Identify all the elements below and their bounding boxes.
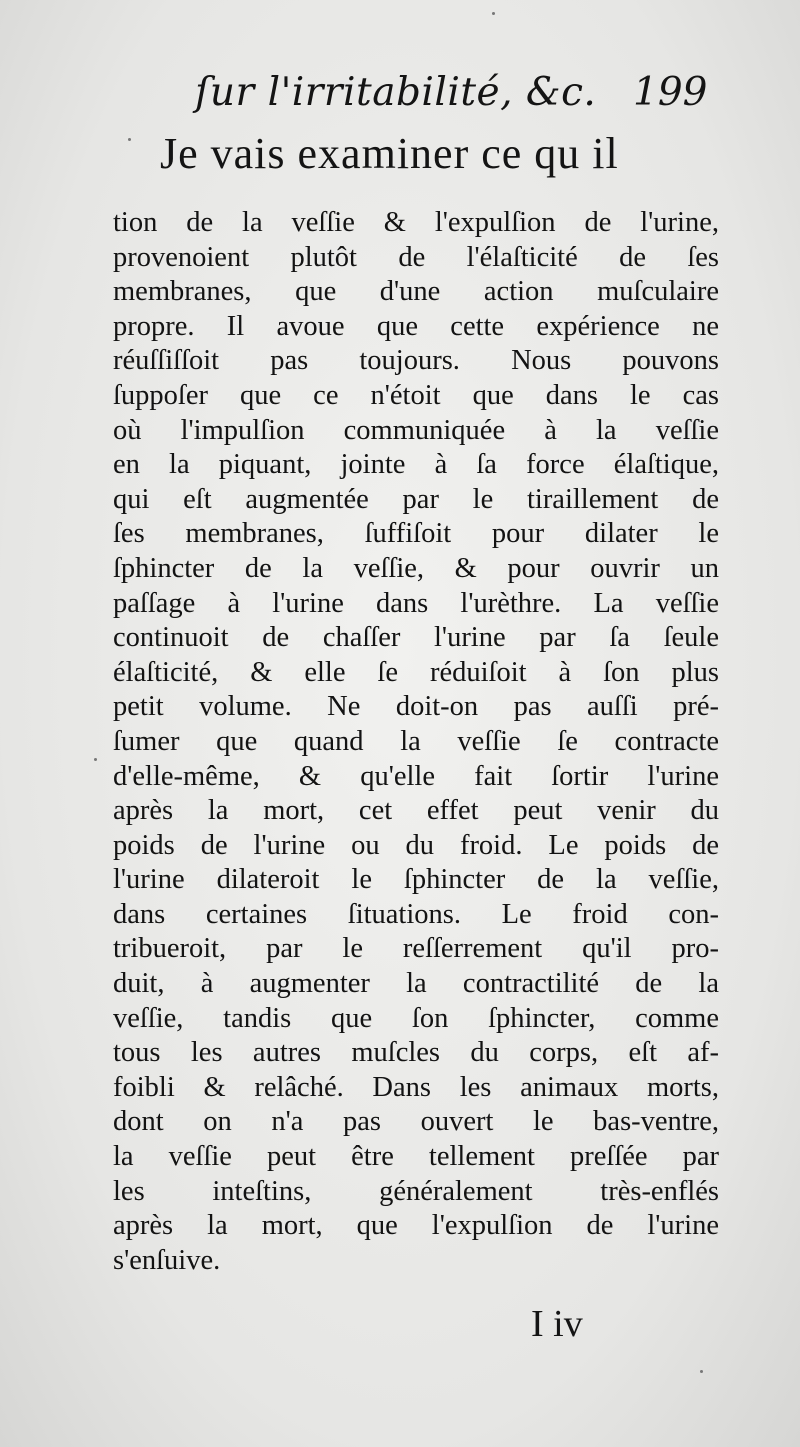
text-line: où l'impulſion communiquée à la veſſie [113,414,719,446]
text-line: les inteſtins, généralement très-enflés [113,1175,719,1207]
text-line: ſuppoſer que ce n'étoit que dans le cas [113,379,719,411]
text-line: veſſie, tandis que ſon ſphincter, comme [113,1002,719,1034]
text-line: membranes, que d'une action muſculaire [113,276,719,308]
text-line: ſes membranes, ſuffiſoit pour dilater le [113,518,719,550]
text-line: tous les autres muſcles du corps, eſt af- [113,1037,719,1069]
text-line: paſſage à l'urine dans l'urèthre. La veſſie [113,587,719,619]
paper-speck [492,12,495,15]
text-line: après la mort, que l'expulſion de l'urine [113,1210,719,1242]
text-line: élaſticité, & elle ſe réduiſoit à ſon plus [113,656,719,688]
text-line: qui eſt augmentée par le tiraillement de [113,483,719,515]
paper-speck [128,138,131,141]
text-line: dont on n'a pas ouvert le bas-ventre, [113,1106,719,1138]
text-line: tion de la veſſie & l'expulſion de l'urine, [113,207,719,238]
text-line: provenoient plutôt de l'élaſticité de ſes [113,241,719,273]
body-text [113,206,719,1278]
text-line: ſphincter de la veſſie, & pour ouvrir un [113,552,719,584]
text-line: après la mort, cet effet peut venir du [113,795,719,827]
page-header [0,70,800,130]
text-line: s'enſuive. [113,1244,221,1276]
paper-speck [700,1370,703,1373]
text-line: petit volume. Ne doit-on pas auſſi pré- [113,691,719,723]
text-line: foibli & relâché. Dans les animaux morts, [113,1071,719,1103]
previous-page-bleed-line: Je vais examiner ce qu il [160,129,619,178]
running-title: ſur l'irritabilité, &c. [195,70,597,115]
text-line: duit, à augmenter la contractilité de la [113,968,719,1000]
text-line: l'urine dilateroit le ſphincter de la veſſie, [113,864,719,896]
signature-mark: I iv [531,1303,583,1345]
text-line: propre. Il avoue que cette expérience ne [113,310,719,342]
text-line: poids de l'urine ou du froid. Le poids de [113,829,719,861]
text-line: réuſſiſſoit pas toujours. Nous pouvons [113,345,719,377]
text-line: d'elle-même, & qu'elle fait ſortir l'urine [113,760,719,792]
text-line: dans certaines ſituations. Le froid con- [113,898,719,930]
paper-speck [94,758,97,761]
text-line: ſumer que quand la veſſie ſe contracte [113,725,719,757]
text-line: en la piquant, jointe à ſa force élaſtique, [113,449,719,481]
text-line: continuoit de chaſſer l'urine par ſa ſeule [113,622,719,654]
text-line: la veſſie peut être tellement preſſée par [113,1141,719,1173]
text-line: tribueroit, par le reſſerrement qu'il pro- [113,933,719,965]
page-number: 199 [633,70,708,115]
